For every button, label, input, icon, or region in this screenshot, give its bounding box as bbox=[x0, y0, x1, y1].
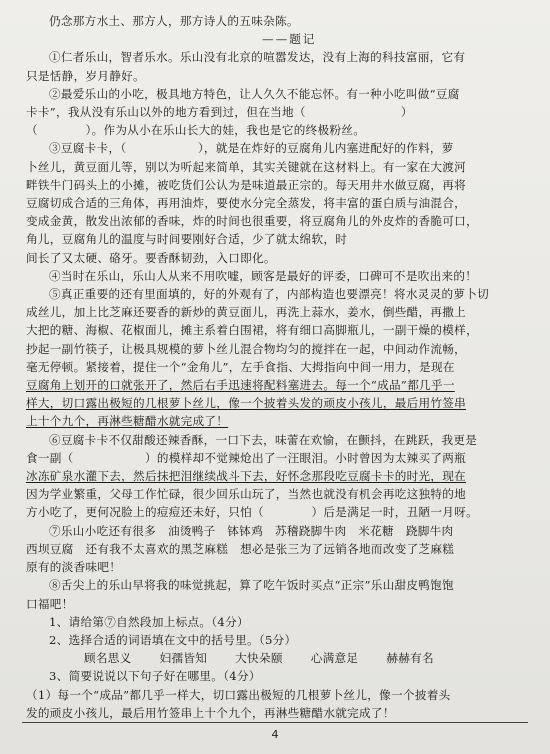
passage-line: 西坝豆腐 还有我不太喜欢的黑芝麻糕 想必是张三为了远销各地而改变了芝麻糕 bbox=[26, 541, 455, 556]
passage-line: 因为学业繁重，父母工作忙碌，很少回乐山玩了，当然也就没有机会再吃这独特的地 bbox=[26, 487, 467, 502]
underlined-line: 豆腐角上划开的口就张开了，然后右手迅速将配料塞进去。每一个“成品”都几乎一 bbox=[26, 378, 455, 393]
passage-line: 卜丝儿，黄豆面儿等，别以为听起来简单，其实关键就在这材料上。有一家在大渡河 bbox=[26, 159, 467, 174]
passage-line: ⑦乐山小吃还有很多 油烫鸭子 钵钵鸡 苏稽跷脚牛肉 米花糖 跷脚牛肉 bbox=[49, 523, 454, 538]
passage-line: ②最爱乐山的小吃，极具地方特色，让人久久不能忘怀。有一种小吃叫做“豆腐 bbox=[49, 86, 460, 101]
passage-line: 毫无停顿。紧接着，提住一个“金角儿”，左手食指、大拇指向中间一用力，是现在 bbox=[26, 359, 455, 374]
word-choice: 赫赫有名 bbox=[386, 651, 434, 666]
epigraph-line: 仍念那方水土、那方人，那方诗人的五味杂陈。 bbox=[49, 14, 299, 28]
epigraph-signature: ——题记 bbox=[262, 32, 317, 47]
passage-line: 畔铁牛门码头上的小摊，被吃货们公认为是味道最正宗的。每天用井水做豆腐，再将 bbox=[26, 177, 467, 192]
passage-line: 变成金黄，散发出浓郁的香味，炸的时间也很重要，将豆腐角儿的外皮炸的香脆可口， bbox=[26, 214, 478, 229]
passage-line: （ ）。作为从小在乐山长大的娃，我也是它的终极粉丝。 bbox=[26, 123, 366, 138]
passage-line: 食一副（ ）的模样却不觉辣炝出了一汪眼泪。小时曾因为太辣买了两瓶 bbox=[26, 450, 467, 465]
word-choice: 顾名思义 bbox=[84, 651, 132, 666]
passage-line: 豆腐切成合适的三角体，再用油炸，要使水分完全蒸发，将丰富的蛋白质与油混合， bbox=[26, 196, 467, 211]
passage-line: 只是恬静，岁月静好。 bbox=[26, 68, 145, 83]
question-3-sentence: （1）每一个“成品”都几乎一样大，切口露出极短的几根萝卜丝儿，像一个披着头 bbox=[26, 687, 451, 702]
underlined-line: 上十个九个，再淋些糖醋水就完成了！ bbox=[26, 414, 229, 429]
footer-rule bbox=[22, 722, 528, 723]
word-choice: 大快朵颐 bbox=[235, 651, 283, 666]
passage-line: 成丝儿，加上比芝麻还要香的新炒的黄豆面儿，再洗上蒜水，姜水，倒些醋，再撒上 bbox=[26, 305, 467, 320]
word-choice: 心满意足 bbox=[310, 651, 359, 666]
question-3-sentence: 发的顽皮小孩儿，最后用竹签串上十个九个，再淋些糖醋水就完成了！ bbox=[26, 705, 395, 720]
passage-line: 大把的糖、海椒、花椒面儿，摊主系着白围裙，将有细口高脚瓶儿，一副干燥的模样， bbox=[26, 323, 478, 338]
passage-line: ⑧舌尖上的乐山早将我的味觉挑起，算了吃午饭时买点“正宗”乐山甜皮鸭饱饱 bbox=[49, 578, 454, 593]
passage-line: 抄起一副竹筷子，让极具规模的萝卜丝儿混合物均匀的搅拌在一起，中间动作流畅， bbox=[26, 341, 467, 356]
word-choice: 妇孺皆知 bbox=[159, 651, 208, 666]
passage-line: 角儿，豆腐角儿的温度与时间要刚好合适，少了就太绵软，时 bbox=[26, 232, 348, 247]
passage-line: 卡卡”，我从没有乐山以外的地方看到过，但在当地（ ） bbox=[26, 105, 413, 120]
passage-line: 原有的淡香味吧！ bbox=[26, 560, 122, 575]
passage-line: ③豆腐卡卡，（ ），就是在炸好的豆腐角儿内塞进配好的作料，萝 bbox=[49, 141, 454, 156]
underlined-line: 样大，切口露出极短的几根萝卜丝儿，像一个披着头发的顽皮小孩儿，最后用竹签串 bbox=[26, 396, 467, 411]
passage-line: 口福吧！ bbox=[26, 596, 74, 611]
passage-line: ④当时在乐山，乐山人从来不用吹嘘，顾客是最好的评委，口碑可不是吹出来的！ bbox=[49, 268, 478, 283]
question-1: 1、请给第⑦自然段加上标点。（4分） bbox=[49, 614, 249, 629]
word-choice-list bbox=[26, 649, 522, 667]
page-number: 4 bbox=[271, 728, 279, 741]
passage-line: 方小吃了，更何况脸上的痘痘还未好，只怕（ ）后是满足一时，丑陋一月呀。 bbox=[26, 505, 478, 520]
underlined-line: 冰冻矿泉水灌下去，然后抹把泪继续战斗下去，好怀念那段吃豆腐卡卡的时光，现在 bbox=[26, 469, 467, 484]
passage-line: ①仁者乐山，智者乐水。乐山没有北京的喧嚣发达，没有上海的科技富丽，它有 bbox=[49, 50, 466, 65]
question-3: 3、简要说说以下句子好在哪里。（4分） bbox=[49, 669, 261, 684]
passage-line: ⑥豆腐卡卡不仅甜酸还辣香酥，一口下去，味蕾在欢愉，在颤抖，在跳跃，我更是 bbox=[49, 432, 478, 447]
passage-line: 间长了又太硬、硌牙。要香酥韧劲，入口即化。 bbox=[26, 250, 276, 265]
passage-line: ⑤真正重要的还有里面填的，好的外观有了，内部构造也要漂亮！将水灵灵的萝卜切 bbox=[49, 287, 490, 302]
question-2: 2、选择合适的词语填在文中的括号里。（5分） bbox=[49, 632, 297, 647]
